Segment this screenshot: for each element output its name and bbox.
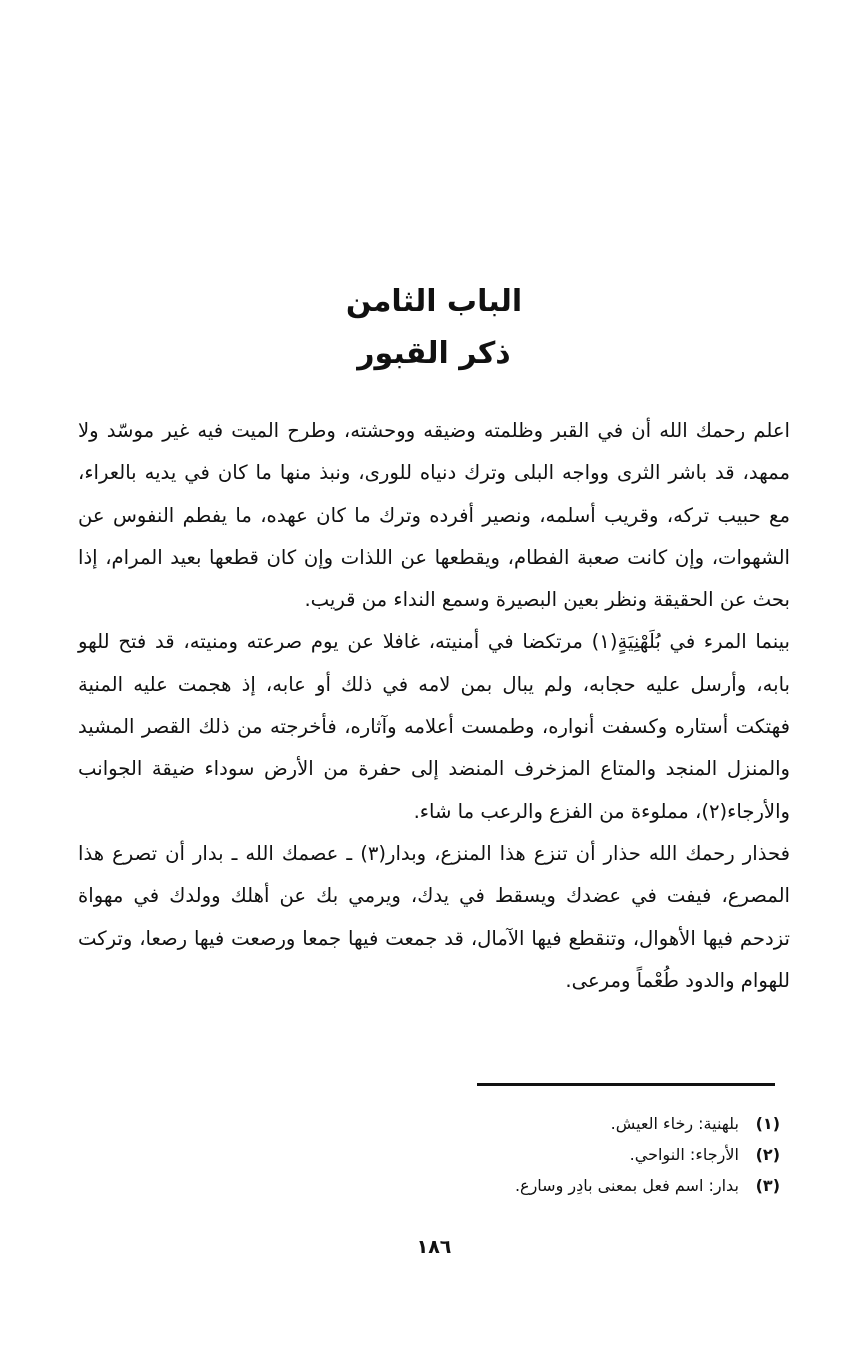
paragraph: بينما المرء في بُلَهْنِيَةٍ(١) مرتكضا في أمنيته، غافلا عن يوم صرعته ومنيته، قد فتح للهو بابه، وأرسل عليه حجابه، ولم يبال بمن لامه في ذلك أو عابه، إذ هجمت عليه المنية فهتكت أستاره وكسفت أنواره، وطمست أعلامه وآثاره، فأخرجته من ذلك القصر المشيد والمنزل المنجد والمتاع المزخرف المنضد إلى حفرة من الأرض سوداء ضيقة الجوانب والأرجاء(٢)، مملوءة من الفزع والرعب ما شاء. bbox=[78, 630, 791, 823]
footnotes bbox=[180, 1108, 780, 1201]
main-text bbox=[78, 410, 790, 1002]
footnote-number: (٢) bbox=[755, 1145, 780, 1164]
footnote-text: بلهنية: رخاء العيش. bbox=[610, 1114, 739, 1133]
footnote-separator bbox=[477, 1083, 775, 1086]
page-number: ١٨٦ bbox=[416, 1236, 452, 1258]
footnote bbox=[180, 1108, 780, 1139]
chapter-heading bbox=[0, 276, 868, 380]
chapter-title: ذكر القبور bbox=[357, 336, 511, 371]
footnote-number: (١) bbox=[755, 1114, 780, 1133]
footnote-number: (٣) bbox=[755, 1176, 780, 1195]
footnote bbox=[180, 1139, 780, 1170]
footnote-text: بدار: اسم فعل بمعنى بادِر وسارع. bbox=[514, 1176, 739, 1195]
footnote bbox=[180, 1170, 780, 1201]
chapter-label: الباب الثامن bbox=[345, 284, 523, 319]
paragraph: فحذار رحمك الله حذار أن تنزع هذا المنزع، وبدار(٣) ـ عصمك الله ـ بدار أن تصرع هذا المصرع، فيفت في عضدك ويسقط في يدك، ويرمي بك عن أهلك وولدك في مهواة تزدحم فيها الأهوال، وتنقطع فيها الآمال، قد جمعت فيها جمعا ورصعت فيها رصعا، وتركت للهوام والدود طُعْماً ومرعى. bbox=[78, 841, 790, 992]
paragraph: اعلم رحمك الله أن في القبر وظلمته وضيقه ووحشته، وطرح الميت فيه غير موسّد ولا ممهد، قد باشر الثرى وواجه البلى وترك دنياه للورى، ونبذ منها ما كان في يديه بالعراء، مع حبيب تركه، وقريب أسلمه، ونصير أفرده وترك ما كان عهده، ما يفطم النفوس عن الشهوات، وإن كانت صعبة الفطام، ويقطعها عن اللذات وإن كان قطعها بعيد المرام، إذا بحث عن الحقيقة ونظر بعين البصيرة وسمع النداء من قريب. bbox=[78, 419, 790, 612]
footnote-text: الأرجاء: النواحي. bbox=[629, 1145, 739, 1164]
